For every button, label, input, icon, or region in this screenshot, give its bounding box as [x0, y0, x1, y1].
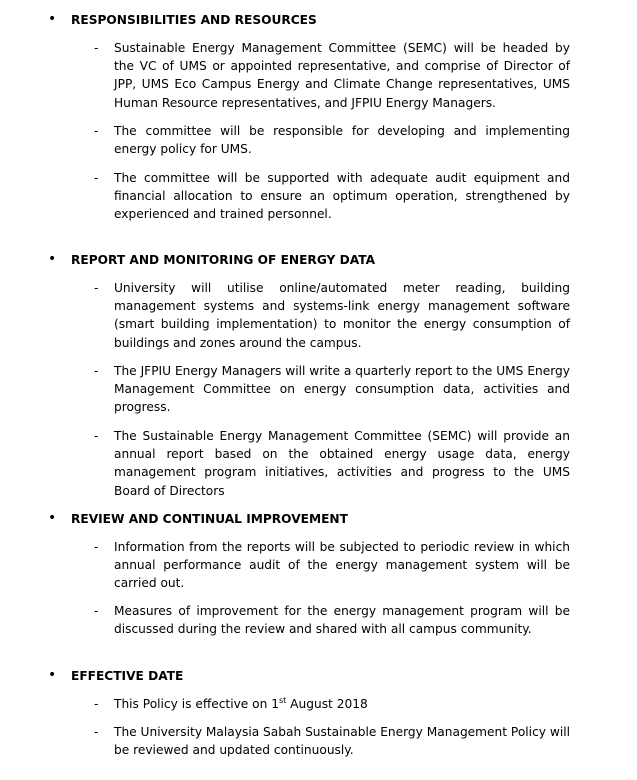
- bullet-icon: •: [48, 667, 57, 683]
- dash-icon: -: [94, 604, 99, 618]
- section-heading: REPORT AND MONITORING OF ENERGY DATA: [71, 253, 376, 267]
- dash-icon: -: [94, 725, 99, 739]
- bullet-icon: •: [48, 510, 57, 526]
- dash-icon: -: [94, 429, 99, 443]
- effective-date-ordinal: st: [278, 695, 287, 705]
- list-item-text: The committee will be supported with adequate audit equipment and financial allocation to ensure an optimum operation, strengthened by experienced and trained personnel.: [114, 171, 570, 222]
- list-item-text: The JFPIU Energy Managers will write a quarterly report to the UMS Energy Management Committee on energy consumption data, activities and progress.: [114, 364, 570, 415]
- list-item-text: Measures of improvement for the energy management program will be discussed during the review and shared with all campus community.: [114, 604, 570, 637]
- list-item-text: The Sustainable Energy Management Committee (SEMC) will provide an annual report based on the obtained energy usage data, energy management program initiatives, activities and progress to the UMS Board of Directors: [114, 429, 570, 498]
- list-item-text: University will utilise online/automated meter reading, building management systems and systems-link energy management software (smart building implementation) to monitor the energy consumption of buildings and zones around the campus.: [114, 281, 570, 350]
- dash-icon: -: [94, 540, 99, 554]
- list-item-text: Sustainable Energy Management Committee (SEMC) will be headed by the VC of UMS or appointed representative, and comprise of Director of JPP, UMS Eco Campus Energy and Climate Change representatives, UMS Human Resource representatives, and JFPIU Energy Managers.: [114, 41, 570, 110]
- list-item-text: The committee will be responsible for developing and implementing energy policy for UMS.: [114, 124, 570, 157]
- effective-date-after: August 2018: [286, 697, 368, 711]
- dash-icon: -: [94, 697, 99, 711]
- section-heading: RESPONSIBILITIES AND RESOURCES: [71, 13, 317, 27]
- dash-icon: -: [94, 364, 99, 378]
- effective-date-before: This Policy is effective on 1: [114, 697, 279, 711]
- bullet-icon: •: [48, 11, 57, 27]
- section-heading: EFFECTIVE DATE: [71, 669, 184, 683]
- effective-date-text: [114, 695, 570, 713]
- dash-icon: -: [94, 41, 99, 55]
- section-heading: REVIEW AND CONTINUAL IMPROVEMENT: [71, 512, 348, 526]
- bullet-icon: •: [48, 251, 57, 267]
- dash-icon: -: [94, 124, 99, 138]
- dash-icon: -: [94, 281, 99, 295]
- dash-icon: -: [94, 171, 99, 185]
- list-item-text: Information from the reports will be subjected to periodic review in which annual performance audit of the energy management system will be carried out.: [114, 540, 570, 591]
- list-item-text: The University Malaysia Sabah Sustainable Energy Management Policy will be reviewed and updated continuously.: [114, 725, 570, 758]
